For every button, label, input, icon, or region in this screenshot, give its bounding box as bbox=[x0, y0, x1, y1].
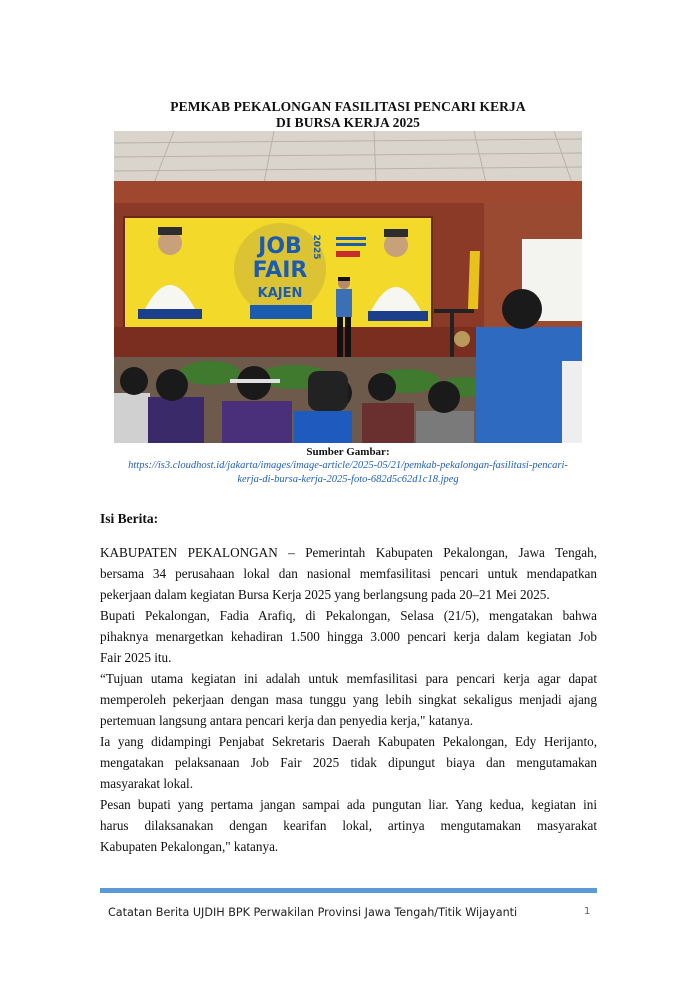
body-line: pertemuan langsung antara pencari kerja dan penyedia kerja," katanya. bbox=[100, 713, 473, 728]
footer-divider bbox=[100, 888, 597, 893]
page-number: 1 bbox=[584, 906, 591, 917]
title-line-2: DI BURSA KERJA 2025 bbox=[275, 115, 421, 130]
body-line: “Tujuan utama kegiatan ini adalah untuk memfasilitasi para pencari kerja agar dapat bbox=[100, 671, 597, 686]
title-line-1: PEMKAB PEKALONGAN FASILITASI PENCARI KERJA bbox=[170, 99, 526, 114]
banner-kajen-text: KAJEN bbox=[257, 286, 303, 301]
body-line: mengatakan pelaksanaan Job Fair 2025 tidak dipungut biaya dan mengutamakan bbox=[100, 755, 597, 770]
article-title bbox=[100, 99, 596, 131]
banner-year-text: 2025 bbox=[311, 234, 321, 260]
body-line: Bupati Pekalongan, Fadia Arafiq, di Pekalongan, Selasa (21/5), mengatakan bahwa bbox=[100, 608, 597, 623]
body-line: Kabupaten Pekalongan," katanya. bbox=[100, 839, 279, 854]
body-line: bersama 34 perusahaan lokal dan nasional memfasilitasi pencari untuk mendapatkan bbox=[100, 566, 597, 581]
body-line: Pesan bupati yang pertama jangan sampai ada pungutan liar. Yang kedua, kegiatan ini bbox=[100, 797, 597, 812]
image-source-url[interactable] bbox=[100, 459, 596, 487]
body-line: masyarakat lokal. bbox=[100, 776, 194, 791]
image-source-url-line-1[interactable]: https://is3.cloudhost.id/jakarta/images/image-article/2025-05/21/pemkab-pekalongan-fasilitasi-pencari- bbox=[128, 460, 568, 471]
body-line: KABUPATEN PEKALONGAN – Pemerintah Kabupaten Pekalongan, Jawa Tengah, bbox=[100, 545, 597, 560]
banner-fair-text: FAIR bbox=[252, 258, 308, 283]
job-fair-photo-illustration bbox=[114, 131, 582, 443]
banner-job-text: JOB bbox=[258, 234, 302, 259]
body-line: harus dilaksanakan dengan kearifan lokal, artinya mengutamakan masyarakat bbox=[100, 818, 597, 833]
body-line: pihaknya menargetkan kehadiran 1.500 hingga 3.000 pencari kerja dalam kegiatan Job bbox=[100, 629, 597, 644]
article-photo bbox=[114, 131, 582, 443]
footer-text: Catatan Berita UJDIH BPK Perwakilan Provinsi Jawa Tengah/Titik Wijayanti bbox=[108, 906, 518, 919]
content-heading: Isi Berita: bbox=[100, 511, 159, 526]
body-line: memperoleh pekerjaan dengan masa tunggu yang lebih singkat sekaligus menjadi ajang bbox=[100, 692, 597, 707]
image-source-url-line-2[interactable]: kerja-di-bursa-kerja-2025-foto-682d5c62d1c18.jpeg bbox=[237, 474, 459, 485]
body-line: Fair 2025 itu. bbox=[100, 650, 172, 665]
image-source-label: Sumber Gambar: bbox=[306, 446, 390, 458]
body-line: Ia yang didampingi Penjabat Sekretaris Daerah Kabupaten Pekalongan, Edy Herijanto, bbox=[100, 734, 597, 749]
body-line: pekerjaan dalam kegiatan Bursa Kerja 2025 yang berlangsung pada 20–21 Mei 2025. bbox=[100, 587, 550, 602]
article-body bbox=[100, 542, 597, 857]
